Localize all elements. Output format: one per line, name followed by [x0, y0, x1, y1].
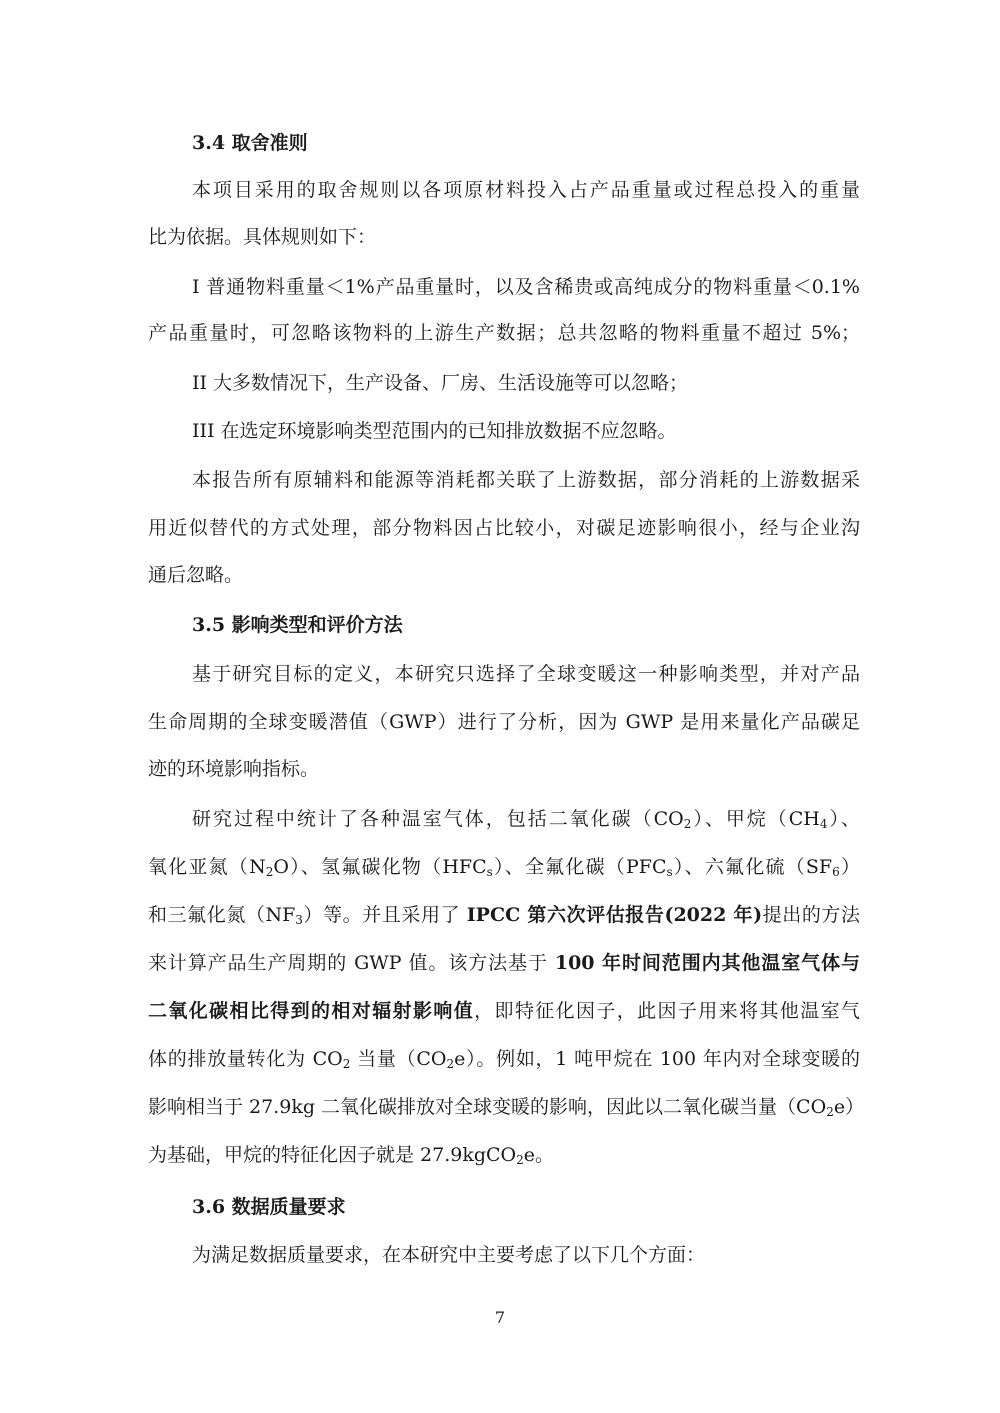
paragraph-line: II 大多数情况下，生产设备、厂房、生活设施等可以忽略；	[192, 372, 689, 394]
paragraph-line: 为基础，甲烷的特征化因子就是 27.9kgCO$_2$e。	[148, 1144, 555, 1167]
ipcc-reference: IPCC 第六次评估报告(2022 年)	[466, 904, 763, 926]
paragraph-line: 迹的环境影响指标。	[148, 758, 320, 780]
page-number: 7	[494, 1308, 506, 1327]
paragraph-line: 基于研究目标的定义，本研究只选择了全球变暖这一种影响类型，并对产品	[192, 663, 860, 685]
paragraph-line: 研究过程中统计了各种温室气体，包括二氧化碳$(CO_2)$、甲烷$(CH_4)$、	[192, 808, 860, 831]
paragraph-line: 比为依据。具体规则如下：	[148, 226, 377, 248]
paragraph-line: 生命周期的全球变暖潜值（GWP）进行了分析，因为 GWP 是用来量化产品碳足	[148, 711, 860, 733]
paragraph-line: 氧化亚氮$(N_2O)$、氢氟碳化物$(HFC_s)$、全氟化碳$(PFC_s)$、六氟化硫$(SF_6)$	[148, 856, 860, 879]
paragraph-line: 二氧化碳相比得到的相对辐射影响值，即特征化因子，此因子用来将其他温室气	[148, 1000, 860, 1022]
paragraph-line: 通后忽略。	[148, 564, 244, 586]
paragraph-line: 本项目采用的取舍规则以各项原材料投入占产品重量或过程总投入的重量	[192, 179, 860, 201]
paragraph-line: I 普通物料重量＜1%产品重量时，以及含稀贵或高纯成分的物料重量＜0.1%	[192, 276, 860, 298]
paragraph-line: 产品重量时，可忽略该物料的上游生产数据；总共忽略的物料重量不超过 5%；	[148, 322, 860, 344]
section-heading-3-5: 3.5 影响类型和评价方法	[192, 614, 403, 636]
paragraph-line: 用近似替代的方式处理，部分物料因占比较小，对碳足迹影响很小，经与企业沟	[148, 517, 860, 539]
paragraph-line: III 在选定环境影响类型范围内的已知排放数据不应忽略。	[192, 420, 677, 442]
section-heading-3-4: 3.4 取舍准则	[192, 132, 308, 154]
paragraph-line: 和三氟化氮$(NF_3)$等。并且采用了 IPCC 第六次评估报告(2022 年)提出的方法	[148, 904, 860, 927]
paragraph-line: 本报告所有原辅料和能源等消耗都关联了上游数据，部分消耗的上游数据采	[192, 469, 860, 491]
paragraph-line: 影响相当于 27.9kg 二氧化碳排放对全球变暖的影响，因此以二氧化碳当量$(CO_2e)$	[148, 1096, 865, 1119]
paragraph-line: 体的排放量转化为 $CO_2$ 当量$(CO_2e)$。例如，1 吨甲烷在 100 年内对全球变暖的	[148, 1048, 861, 1071]
paragraph-line: 为满足数据质量要求，在本研究中主要考虑了以下几个方面：	[192, 1244, 706, 1266]
section-heading-3-6: 3.6 数据质量要求	[192, 1196, 346, 1218]
paragraph-line: 来计算产品生产周期的 GWP 值。该方法基于 100 年时间范围内其他温室气体与	[148, 952, 860, 974]
